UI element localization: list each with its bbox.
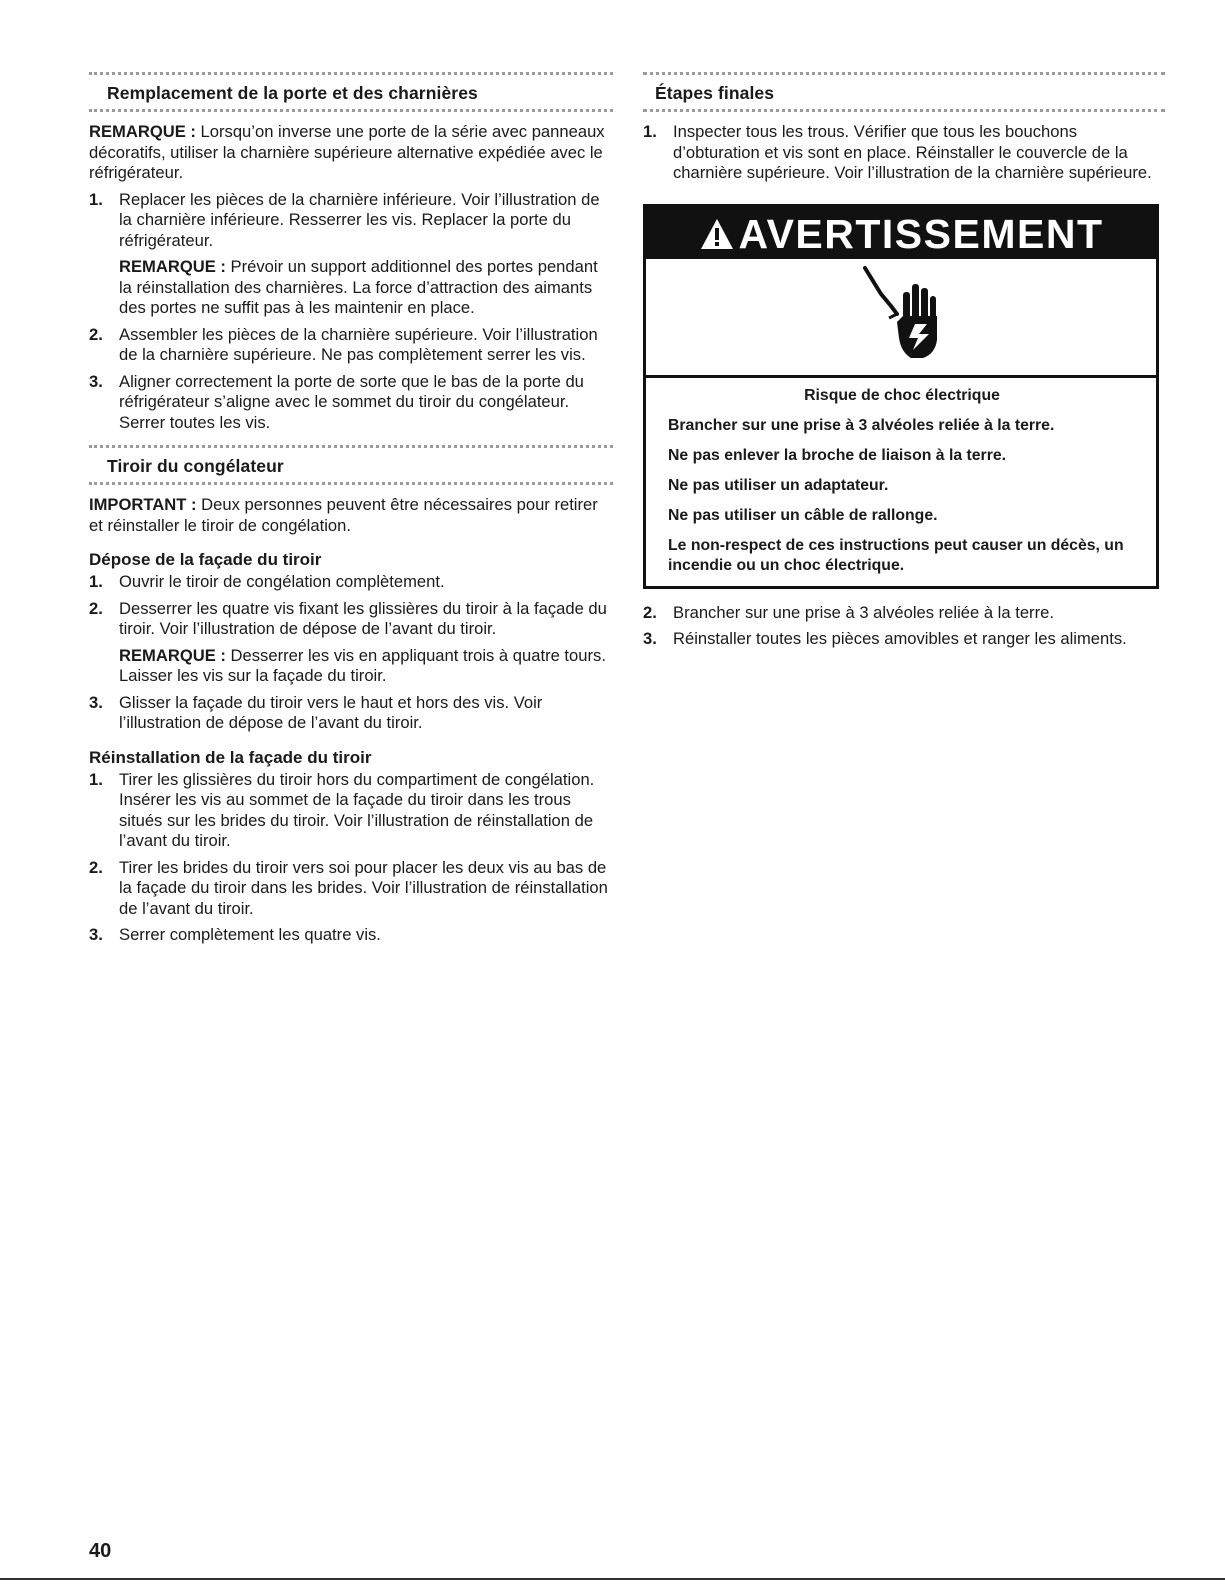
step-text: Assembler les pièces de la charnière supérieure. Voir l’illustration de la charnière supérieure. Ne pas complètement serrer les vis. [119,324,598,364]
warning-text [646,378,1156,586]
step-text: Replacer les pièces de la charnière inférieure. Voir l’illustration de la charnière inférieure. Resserrer les vis. Replacer la porte du réfrigérateur. [119,189,600,250]
note-text: Lorsqu’on inverse une porte de la série avec panneaux décoratifs, utiliser la charnière supérieure alternative expédiée avec le réfrigérateur. [89,122,605,182]
step-number: 3. [643,629,657,648]
warning-line: Ne pas utiliser un câble de rallonge. [668,506,938,524]
note-label: REMARQUE : [119,645,226,665]
electric-shock-hand-icon [851,262,951,371]
step-text: Tirer les glissières du tiroir hors du compartiment de congélation. Insérer les vis au sommet de la façade du tiroir dans les trous situés sur les brides du tiroir. Voir l’illustration de réinstallation de l’avant du tiroir. [119,769,595,850]
list-item [89,925,613,946]
final-steps-after [643,603,1165,650]
step-number: 1. [89,572,103,591]
step-text: Inspecter tous les trous. Vérifier que tous les bouchons d’obturation et vis sont en place. Réinstaller le couvercle de la charnière supérieure. Voir l’illustration de la charnière supérieure. [673,122,1152,182]
list-item [89,572,613,593]
note-label: REMARQUE : [89,122,196,141]
step-text: Brancher sur une prise à 3 alvéoles reliée à la terre. [673,602,1054,622]
list-item [89,190,613,319]
step-text: Tirer les brides du tiroir vers soi pour placer les deux vis au bas de la façade du tiroir dans les brides. Voir l’illustration de réinstallation de l’avant du tiroir. [119,857,608,918]
note-text: Prévoir un support additionnel des portes pendant la réinstallation des charnières. La force d’attraction des aimants des portes ne suffit pas à les maintenir en place. [119,257,598,317]
warning-line: Ne pas utiliser un adaptateur. [668,476,889,494]
step-number: 2. [89,324,103,344]
left-column [89,72,613,954]
subsection-title-reinstall: Réinstallation de la façade du tiroir [89,747,372,767]
section-title-final-steps: Étapes finales [643,72,1165,112]
important-label: IMPORTANT : [89,495,197,514]
list-item [89,372,613,434]
list-item [89,693,613,734]
warning-box [643,204,1159,589]
hinges-steps [89,190,613,434]
list-item [643,122,1165,184]
section-title-freezer-drawer: Tiroir du congélateur [89,445,613,485]
step-text: Ouvrir le tiroir de congélation complètement. [119,572,445,591]
step-text: Desserrer les quatre vis fixant les glissières du tiroir à la façade du tiroir. Voir l’illustration de dépose de l’avant du tiroir. [119,598,607,638]
step-text: Réinstaller toutes les pièces amovibles et ranger les aliments. [673,629,1127,648]
step-note [119,646,613,687]
list-item [89,770,613,852]
warning-icon-area [646,259,1156,378]
page-number: 40 [89,1540,112,1562]
step-number: 3. [89,371,103,391]
step-text: Glisser la façade du tiroir vers le haut et hors des vis. Voir l’illustration de dépose de l’avant du tiroir. [119,692,543,732]
right-column [643,72,1165,658]
list-item [89,599,613,687]
step-number: 3. [89,925,103,944]
list-item [89,858,613,920]
step-number: 1. [89,189,103,209]
list-item [643,603,1165,624]
step-number: 2. [89,857,103,877]
list-item [89,325,613,366]
subsection-title-removal: Dépose de la façade du tiroir [89,550,322,569]
final-steps-before [643,122,1165,184]
step-number: 3. [89,692,103,712]
reinstall-steps [89,770,613,946]
step-number: 1. [89,769,103,789]
drawer-important [89,495,613,536]
warning-triangle-icon [699,207,735,268]
important-text: Deux personnes peuvent être nécessaires pour retirer et réinstaller le tiroir de congélation. [89,495,598,535]
warning-title: AVERTISSEMENT [738,210,1104,257]
warning-header [646,207,1156,259]
step-number: 2. [89,598,103,618]
removal-steps [89,572,613,734]
step-note [119,257,613,319]
list-item [643,629,1165,650]
hinges-note [89,122,613,184]
section-title-door-hinges: Remplacement de la porte et des charnières [89,72,613,112]
step-text: Aligner correctement la porte de sorte que le bas de la porte du réfrigérateur s’aligne avec le sommet du tiroir du congélateur. Serrer toutes les vis. [119,371,584,432]
warning-line: Ne pas enlever la broche de liaison à la terre. [668,446,1007,464]
warning-line: Le non-respect de ces instructions peut causer un décès, un incendie ou un choc électrique. [668,536,1124,574]
step-number: 1. [643,122,657,141]
warning-line: Brancher sur une prise à 3 alvéoles reliée à la terre. [668,416,1055,434]
warning-heading: Risque de choc électrique [804,386,1000,404]
step-text: Serrer complètement les quatre vis. [119,925,381,944]
note-text: Desserrer les vis en appliquant trois à quatre tours. Laisser les vis sur la façade du tiroir. [119,645,606,685]
note-label: REMARQUE : [119,257,226,276]
bottom-rule [0,1578,1225,1580]
step-number: 2. [643,602,657,622]
